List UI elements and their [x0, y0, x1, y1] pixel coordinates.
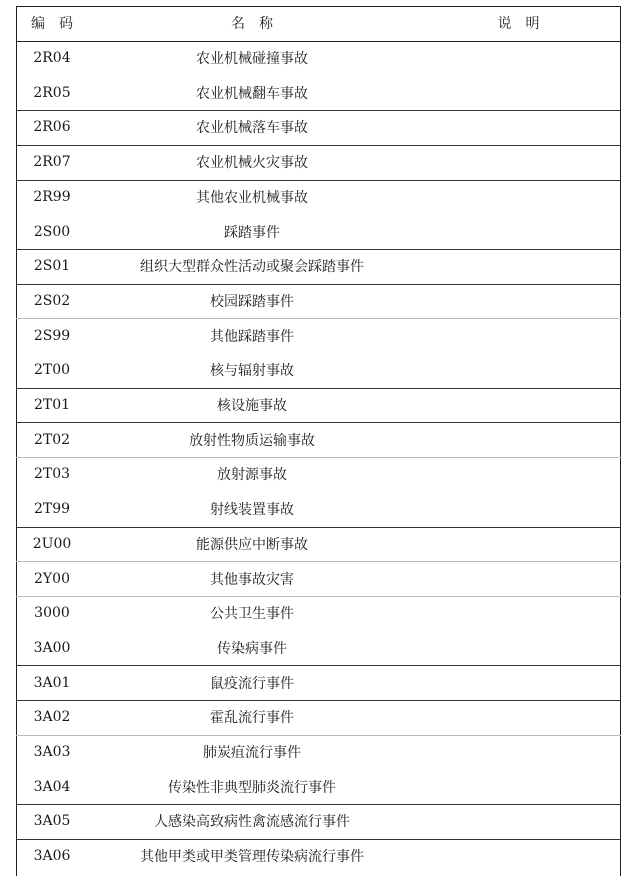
row-code: 2Y00 — [34, 570, 70, 587]
row-note — [416, 700, 621, 735]
row-note — [416, 596, 621, 631]
row-code: 2T02 — [33, 431, 71, 448]
row-note — [416, 665, 621, 700]
row-name: 放射性物质运输事故 — [189, 432, 315, 449]
table-row — [16, 596, 621, 631]
row-name: 霍乱流行事件 — [210, 710, 294, 727]
table-row — [16, 145, 621, 180]
row-note — [416, 180, 621, 215]
row-name: 肺炭疽流行事件 — [203, 745, 301, 762]
table-row — [16, 631, 621, 666]
row-code: 2T03 — [33, 466, 71, 483]
table-row — [16, 422, 621, 457]
row-code: 2S99 — [33, 327, 71, 344]
table-row — [16, 769, 621, 804]
row-code: 3A03 — [33, 744, 71, 761]
row-note — [416, 145, 621, 180]
row-code: 2T00 — [33, 362, 71, 379]
row-code: 2U00 — [32, 535, 72, 552]
row-name: 校园踩踏事件 — [210, 293, 294, 310]
table-row — [16, 457, 621, 492]
table-row — [16, 318, 621, 353]
table-row — [16, 561, 621, 596]
row-name: 核与辐射事故 — [210, 363, 294, 380]
row-note — [416, 769, 621, 804]
row-name: 其他农业机械事故 — [196, 189, 308, 206]
table-row — [16, 75, 621, 110]
row-code: 2R06 — [33, 119, 71, 136]
row-note — [416, 353, 621, 388]
table-row — [16, 839, 621, 874]
row-note — [416, 75, 621, 110]
row-name: 人感染高致病性禽流感流行事件 — [154, 814, 350, 831]
table-row — [16, 804, 621, 839]
row-name: 农业机械碰撞事故 — [196, 51, 308, 68]
row-code: 2S02 — [33, 292, 71, 309]
row-name: 核设施事故 — [217, 398, 287, 415]
row-code: 2S01 — [33, 258, 71, 275]
row-code: 3A05 — [33, 813, 71, 830]
row-code: 2T99 — [33, 501, 71, 518]
table-row — [16, 180, 621, 215]
header-note: 说明 — [497, 16, 554, 33]
row-code: 2R99 — [33, 188, 71, 205]
row-note — [416, 804, 621, 839]
row-note — [416, 318, 621, 353]
row-name: 农业机械翻车事故 — [196, 85, 308, 102]
table-header — [16, 6, 621, 41]
row-note — [416, 527, 621, 562]
row-name: 传染病事件 — [217, 640, 287, 657]
row-code: 3000 — [34, 605, 70, 622]
row-name: 射线装置事故 — [210, 502, 294, 519]
row-name: 鼠疫流行事件 — [210, 675, 294, 692]
row-code: 3A06 — [33, 848, 71, 865]
row-note — [416, 839, 621, 874]
row-note — [416, 388, 621, 423]
row-name: 放射源事故 — [217, 467, 287, 484]
header-name: 名称 — [231, 16, 287, 33]
row-code: 3A04 — [33, 778, 71, 795]
row-code: 2R05 — [33, 84, 71, 101]
table-row — [16, 735, 621, 770]
row-name: 踩踏事件 — [224, 224, 280, 241]
row-code: 2S00 — [33, 223, 71, 240]
row-note — [416, 214, 621, 249]
table-row — [16, 284, 621, 319]
row-name: 农业机械落车事故 — [196, 120, 308, 137]
row-note — [416, 284, 621, 319]
table-row — [16, 527, 621, 562]
row-code: 2R07 — [33, 154, 71, 171]
row-note — [416, 249, 621, 284]
table-row — [16, 388, 621, 423]
table-row — [16, 665, 621, 700]
row-code: 3A02 — [33, 709, 71, 726]
row-name: 农业机械火灾事故 — [196, 155, 308, 172]
row-note — [416, 110, 621, 145]
table-row — [16, 700, 621, 735]
row-name: 传染性非典型肺炎流行事件 — [168, 779, 336, 796]
table-row — [16, 353, 621, 388]
row-code: 2R04 — [33, 50, 71, 67]
table-row — [16, 249, 621, 284]
row-name: 公共卫生事件 — [210, 606, 294, 623]
row-name: 能源供应中断事故 — [196, 536, 308, 553]
row-note — [416, 561, 621, 596]
row-name: 其他踩踏事件 — [210, 328, 294, 345]
row-note — [416, 41, 621, 76]
table-row — [16, 492, 621, 527]
row-name: 其他事故灾害 — [210, 571, 294, 588]
row-note — [416, 631, 621, 666]
row-code: 3A00 — [33, 639, 71, 656]
row-note — [416, 457, 621, 492]
row-code: 3A01 — [33, 674, 71, 691]
header-code: 编码 — [31, 16, 87, 33]
row-note — [416, 422, 621, 457]
row-note — [416, 492, 621, 527]
row-name: 组织大型群众性活动或聚会踩踏事件 — [140, 259, 364, 276]
table-row — [16, 41, 621, 76]
row-name: 其他甲类或甲类管理传染病流行事件 — [140, 849, 364, 866]
table-row — [16, 214, 621, 249]
table-row — [16, 110, 621, 145]
row-code: 2T01 — [33, 397, 71, 414]
row-note — [416, 735, 621, 770]
